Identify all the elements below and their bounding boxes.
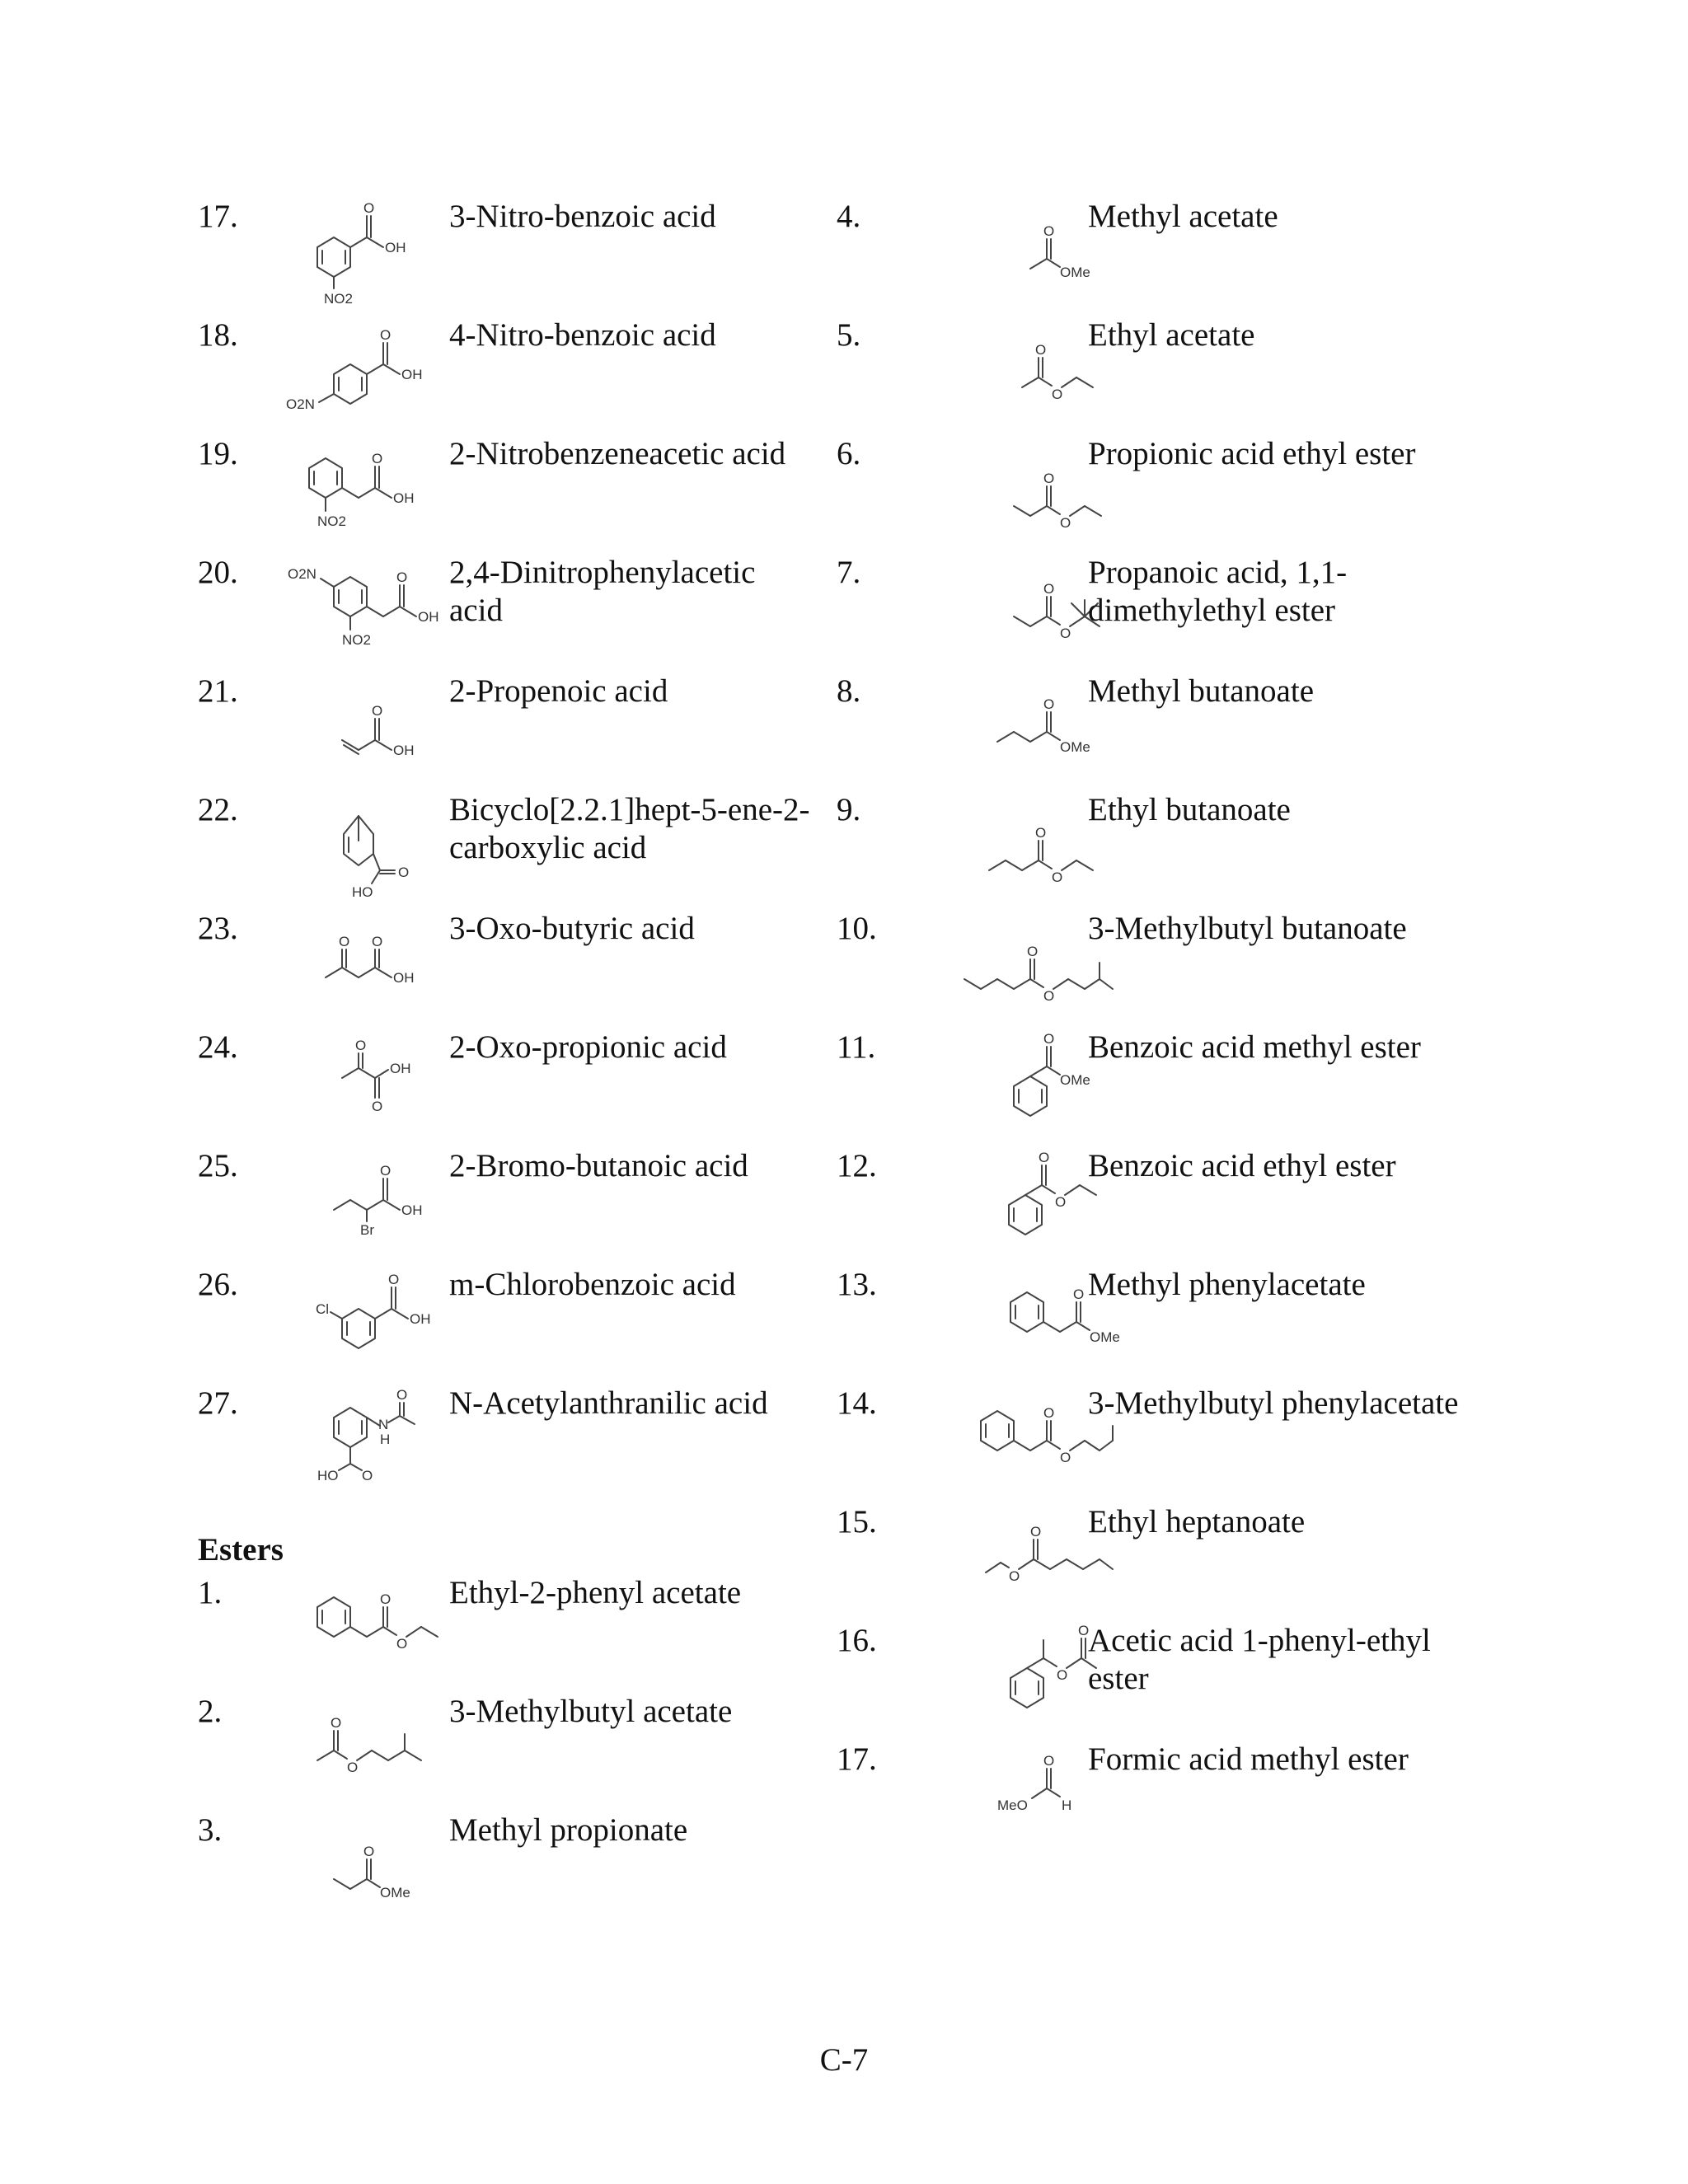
chain-ester-structure-icon — [915, 316, 1113, 432]
compound-name: Ethyl butanoate — [1088, 792, 1291, 827]
atom-label: O — [372, 1099, 383, 1114]
entry-number: 11. — [837, 1029, 876, 1065]
entry-number: 4. — [837, 199, 861, 234]
compound-name: 2,4-Dinitrophenylacetic acid — [449, 555, 756, 628]
entry-number: 22. — [198, 792, 238, 827]
atom-label: O2N — [288, 566, 316, 582]
atom-label: OMe — [380, 1885, 410, 1900]
atom-label: OH — [393, 490, 415, 506]
chain-acid-structure-icon — [276, 1147, 474, 1263]
atom-label: O — [1043, 471, 1055, 486]
phenyl-ester-structure-icon — [915, 1385, 1113, 1500]
compound-name: Formic acid methyl ester — [1088, 1741, 1409, 1777]
atom-label: OH — [393, 970, 415, 986]
atom-label: HO — [317, 1468, 339, 1483]
entry-number: 19. — [198, 436, 238, 471]
compound-name: Methyl acetate — [1088, 199, 1278, 234]
chain-ester-structure-icon — [915, 435, 1113, 551]
entry-number: 27. — [198, 1385, 238, 1421]
atom-label: Br — [360, 1222, 374, 1238]
atom-label: O — [1039, 1150, 1050, 1165]
atom-label: O — [1078, 1623, 1090, 1638]
atom-label: O — [1055, 1194, 1067, 1210]
entry-number: 7. — [837, 555, 861, 590]
compound-name: Bicyclo[2.2.1]hept-5-ene-2-carboxylic acid — [449, 792, 810, 865]
compound-name: Ethyl-2-phenyl acetate — [449, 1575, 742, 1610]
atom-label: O — [1060, 515, 1071, 531]
atom-label: O2N — [286, 396, 315, 412]
entry-number: 8. — [837, 673, 861, 709]
chain-acid-structure-icon — [276, 910, 474, 1025]
compound-name: Methyl propionate — [449, 1812, 688, 1848]
atom-label: OH — [390, 1061, 411, 1076]
compound-name: Acetic acid 1-phenyl-ethyl ester — [1088, 1623, 1431, 1696]
entry-number: 24. — [198, 1029, 238, 1065]
atom-label: O — [347, 1760, 359, 1775]
atom-label: O — [1043, 1031, 1055, 1047]
compound-name: Propanoic acid, 1,1-dimethylethyl ester — [1088, 555, 1348, 628]
compound-name: 2-Oxo-propionic acid — [449, 1029, 727, 1065]
atom-label: O — [1043, 223, 1055, 239]
atom-label: O — [380, 327, 392, 343]
entry-number: 1. — [198, 1575, 223, 1610]
atom-label: OMe — [1060, 265, 1090, 280]
compound-name: 3-Oxo-butyric acid — [449, 911, 695, 946]
phenylacetic-acid-structure-icon — [276, 435, 474, 551]
phenyl-ester-structure-icon — [915, 1622, 1113, 1737]
atom-label: O — [1052, 869, 1063, 885]
compound-name: 3-Methylbutyl phenylacetate — [1088, 1385, 1459, 1421]
atom-label: O — [1052, 387, 1063, 402]
compound-name: 3-Methylbutyl butanoate — [1088, 911, 1407, 946]
entry-number: 25. — [198, 1148, 238, 1183]
compound-name: Methyl phenylacetate — [1088, 1267, 1366, 1302]
bicyclic-acid-structure-icon — [276, 791, 474, 907]
atom-label: O — [1043, 1753, 1055, 1769]
atom-label: O — [1009, 1568, 1020, 1584]
benzoate-ester-structure-icon — [915, 1029, 1113, 1144]
compound-name: 3-Nitro-benzoic acid — [449, 199, 716, 234]
benzoate-ester-structure-icon — [915, 1147, 1113, 1263]
compound-name: Ethyl heptanoate — [1088, 1504, 1306, 1540]
entry-number: 20. — [198, 555, 238, 590]
compound-name: 2-Nitrobenzeneacetic acid — [449, 436, 786, 471]
chain-ester-structure-icon — [915, 791, 1113, 907]
atom-label: OH — [401, 367, 423, 382]
compound-name: 2-Propenoic acid — [449, 673, 668, 709]
atom-label: O — [372, 934, 383, 949]
atom-label: Cl — [316, 1301, 330, 1317]
atom-label: O — [1060, 1450, 1071, 1465]
atom-label: O — [1043, 1405, 1055, 1421]
entry-number: 6. — [837, 436, 861, 471]
atom-label: OH — [410, 1311, 431, 1327]
atom-label: O — [372, 703, 383, 719]
compound-name: N-Acetylanthranilic acid — [449, 1385, 768, 1421]
entry-number: 5. — [837, 317, 861, 353]
entry-number: 17. — [198, 199, 238, 234]
compound-name: Benzoic acid methyl ester — [1088, 1029, 1421, 1065]
phenylacetic-acid-structure-icon — [276, 554, 474, 669]
atom-label: O — [1057, 1667, 1068, 1683]
chain-ester-structure-icon — [915, 554, 1113, 669]
atom-label: O — [1043, 696, 1055, 712]
entry-number: 16. — [837, 1623, 877, 1658]
entry-number: 2. — [198, 1694, 223, 1729]
compound-name: Propionic acid ethyl ester — [1088, 436, 1416, 471]
atom-label: O — [380, 1591, 392, 1607]
atom-label: NO2 — [317, 513, 346, 529]
entry-number: 26. — [198, 1267, 238, 1302]
atom-label: O — [396, 1636, 408, 1652]
atom-label: O — [1027, 944, 1039, 959]
atom-label: O — [396, 569, 408, 585]
atom-label: HO — [352, 884, 373, 900]
atom-label: OH — [401, 1202, 423, 1218]
chain-ester-structure-icon — [915, 198, 1113, 313]
entry-number: 10. — [837, 911, 877, 946]
chain-ester-structure-icon — [915, 1741, 1113, 1856]
compound-name: 3-Methylbutyl acetate — [449, 1694, 733, 1729]
compound-name: Benzoic acid ethyl ester — [1088, 1148, 1396, 1183]
atom-label: NO2 — [342, 632, 371, 648]
compound-name: Ethyl acetate — [1088, 317, 1255, 353]
atom-label: OMe — [1090, 1329, 1120, 1345]
atom-label: O — [1035, 342, 1047, 358]
atom-label: O — [363, 1844, 375, 1859]
compound-name: Methyl butanoate — [1088, 673, 1315, 709]
phenyl-ester-structure-icon — [915, 1266, 1120, 1381]
atom-label: O — [1043, 988, 1055, 1004]
atom-label: O — [362, 1468, 373, 1483]
atom-label: O — [339, 934, 350, 949]
chain-ester-structure-icon — [915, 1503, 1113, 1619]
chain-acid-structure-icon — [276, 673, 474, 788]
atom-label: O — [380, 1163, 392, 1179]
section-heading: Esters — [198, 1532, 284, 1568]
compound-name: 2-Bromo-butanoic acid — [449, 1148, 748, 1183]
atom-label: O — [372, 451, 383, 466]
atom-label: O — [363, 200, 375, 216]
entry-number: 3. — [198, 1812, 223, 1848]
atom-label: O — [398, 865, 410, 880]
phenyl-ester-structure-icon — [276, 1574, 474, 1690]
chain-ester-structure-icon — [276, 1693, 474, 1808]
atom-label: O — [1073, 1286, 1085, 1302]
page-number: C-7 — [819, 2042, 869, 2078]
entry-number: 15. — [837, 1504, 877, 1540]
atom-label: O — [396, 1387, 408, 1403]
entry-number: 9. — [837, 792, 861, 827]
entry-number: 14. — [837, 1385, 877, 1421]
atom-label: OH — [418, 609, 439, 625]
atom-label: O — [331, 1715, 342, 1731]
chain-acid-structure-icon — [276, 1029, 474, 1144]
entry-number: 21. — [198, 673, 238, 709]
atom-label: OH — [393, 743, 415, 758]
atom-label: OMe — [1060, 739, 1090, 755]
atom-label: O — [1060, 626, 1071, 641]
chain-ester-structure-icon — [915, 673, 1113, 788]
atom-label: O — [1030, 1524, 1042, 1540]
atom-label: H — [380, 1432, 391, 1447]
entry-number: 23. — [198, 911, 238, 946]
atom-label: O — [355, 1038, 367, 1053]
atom-label: N — [378, 1417, 389, 1432]
atom-label: O — [1043, 581, 1055, 597]
atom-label: O — [388, 1272, 400, 1287]
atom-label: MeO — [997, 1797, 1028, 1813]
entry-number: 18. — [198, 317, 238, 353]
benzoic-acid-structure-icon — [276, 316, 474, 432]
atom-label: H — [1062, 1797, 1072, 1813]
anthranilic-acid-structure-icon — [276, 1385, 474, 1500]
chain-ester-structure-icon — [276, 1811, 474, 1927]
chain-ester-structure-icon — [915, 910, 1113, 1025]
benzoic-acid-structure-icon — [276, 1266, 474, 1381]
entry-number: 13. — [837, 1267, 877, 1302]
benzoic-acid-structure-icon — [276, 198, 474, 313]
entry-number: 12. — [837, 1148, 877, 1183]
atom-label: NO2 — [324, 291, 353, 307]
atom-label: OMe — [1060, 1072, 1090, 1088]
compound-name: m-Chlorobenzoic acid — [449, 1267, 736, 1302]
entry-number: 17. — [837, 1741, 877, 1777]
atom-label: O — [1035, 825, 1047, 841]
compound-name: 4-Nitro-benzoic acid — [449, 317, 716, 353]
atom-label: OH — [385, 240, 406, 255]
